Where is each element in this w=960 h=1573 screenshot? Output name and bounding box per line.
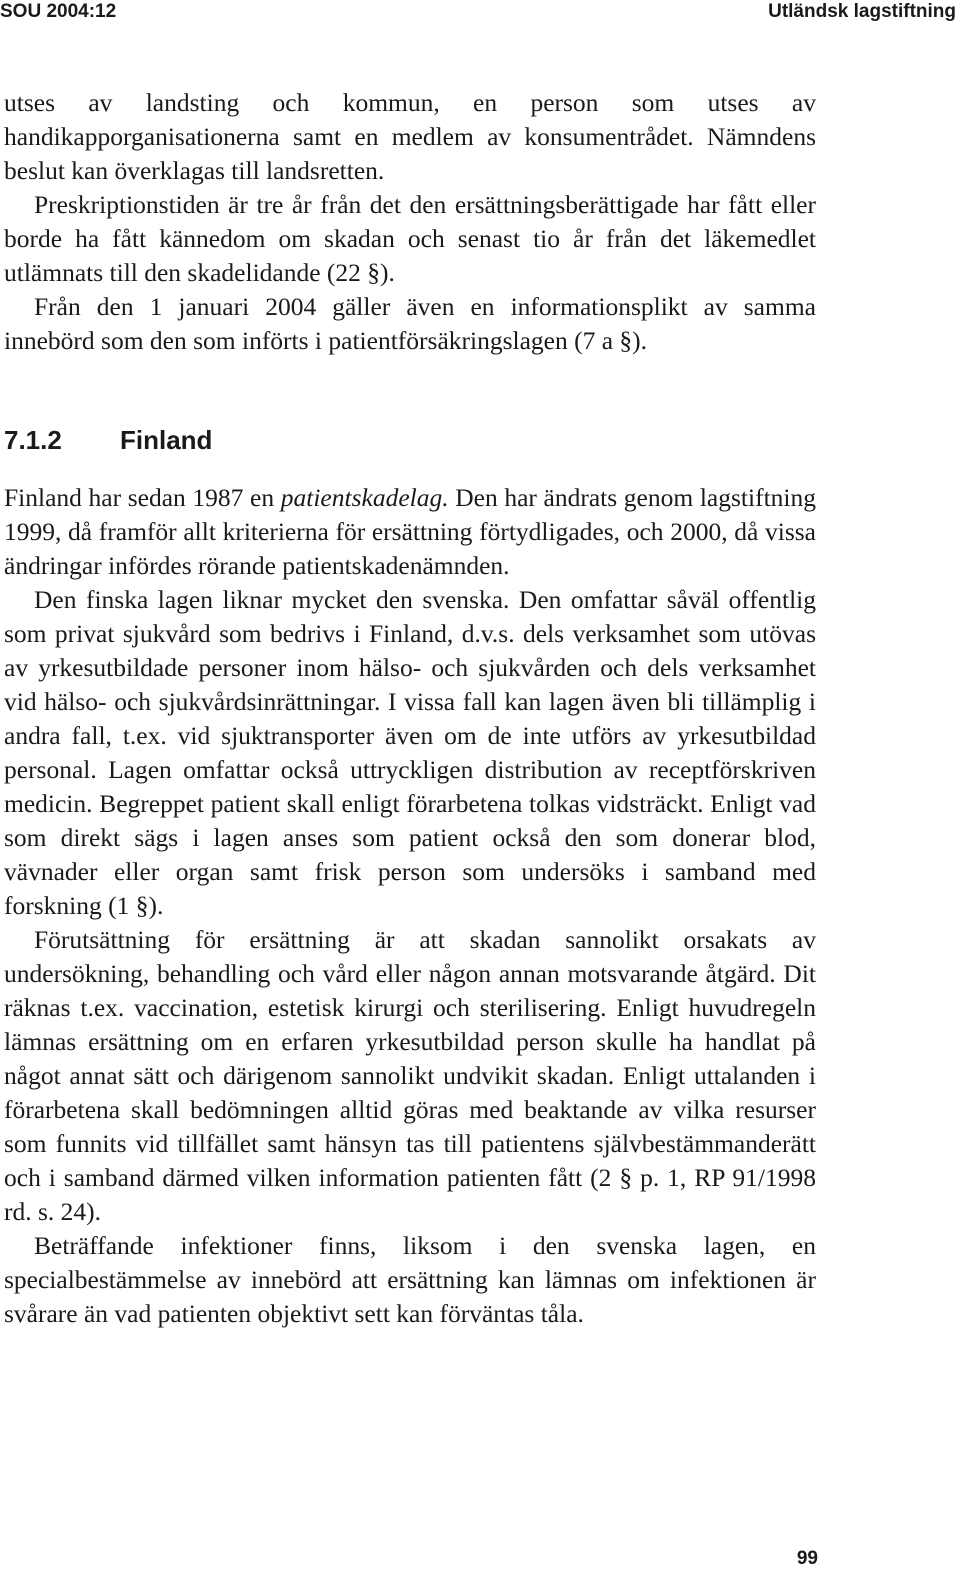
running-header-left: SOU 2004:12 (0, 1, 117, 22)
paragraph-text: Den har ändrats genom lagstiftning 1999, då framför allt kriterierna för ersättning förtydligades, och 2000, då vissa ändringar infördes rörande patientskadenämnden. (4, 483, 816, 580)
law-name: patientskadelag. (280, 483, 449, 512)
paragraph-text: Finland har sedan 1987 en (4, 483, 281, 512)
section-title: Finland (120, 425, 213, 455)
paragraph (4, 481, 816, 583)
section-heading (4, 422, 212, 458)
paragraph: utses av landsting och kommun, en person som utses av handikapporganisationerna samt en medlem av konsumentrådet. Nämndens beslut kan överklagas till landsretten. (4, 88, 816, 185)
paragraph: Från den 1 januari 2004 gäller även en informationsplikt av samma innebörd som den som införts i patientförsäkringslagen (7 a §). (4, 292, 816, 355)
paragraph: Förutsättning för ersättning är att skadan sannolikt orsakats av undersökning, behandling och vård eller någon annan motsvarande åtgärd. Dit räknas t.ex. vaccination, estetisk kirurgi och sterilisering. Enligt huvudregeln lämnas ersättning om en erfaren yrkesutbildad person skulle ha handlat på något annat sätt och därigenom sannolikt undvikit skadan. Enligt uttalanden i förarbetena skall bedömningen alltid göras med beaktande av vilka resurser som funnits vid tillfället samt hänsyn tas till patientens självbestämmanderätt och i samband därmed vilken information patienten fått (2 § p. 1, RP 91/1998 rd. s. 24). (4, 925, 816, 1226)
top-text-block (4, 86, 816, 358)
paragraph: Preskriptionstiden är tre år från det den ersättningsberättigade har fått eller borde ha fått kännedom om skadan och senast tio år från det läkemedlet utlämnats till den skadelidande (22 §). (4, 190, 816, 287)
paragraph: Beträffande infektioner finns, liksom i den svenska lagen, en specialbestämmelse av innebörd att ersättning kan lämnas om infektionen är svårare än vad patienten objektivt sett kan förväntas tåla. (4, 1231, 816, 1328)
main-text-block (4, 481, 816, 1331)
running-header-right: Utländsk lagstiftning (768, 1, 956, 22)
page-number: 99 (796, 1548, 818, 1569)
section-number: 7.1.2 (4, 425, 62, 455)
paragraph: Den finska lagen liknar mycket den svenska. Den omfattar såväl offentlig som privat sjukvård som bedrivs i Finland, d.v.s. dels verksamhet som utövas av yrkesutbildade personer inom hälso- och sjukvården och dels verksamhet vid hälso- och sjukvårdsinrättningar. I vissa fall kan lagen även bli tillämplig i andra fall, t.ex. vid sjuktransporter även om de inte utförs av yrkesutbildad personal. Lagen omfattar också uttryckligen distribution av receptförskriven medicin. Begreppet patient skall enligt förarbetena tolkas vidsträckt. Enligt vad som direkt sägs i lagen anses som patient också den som donerar blod, vävnader eller organ samt frisk person som undersöks i samband med forskning (1 §). (4, 585, 816, 920)
